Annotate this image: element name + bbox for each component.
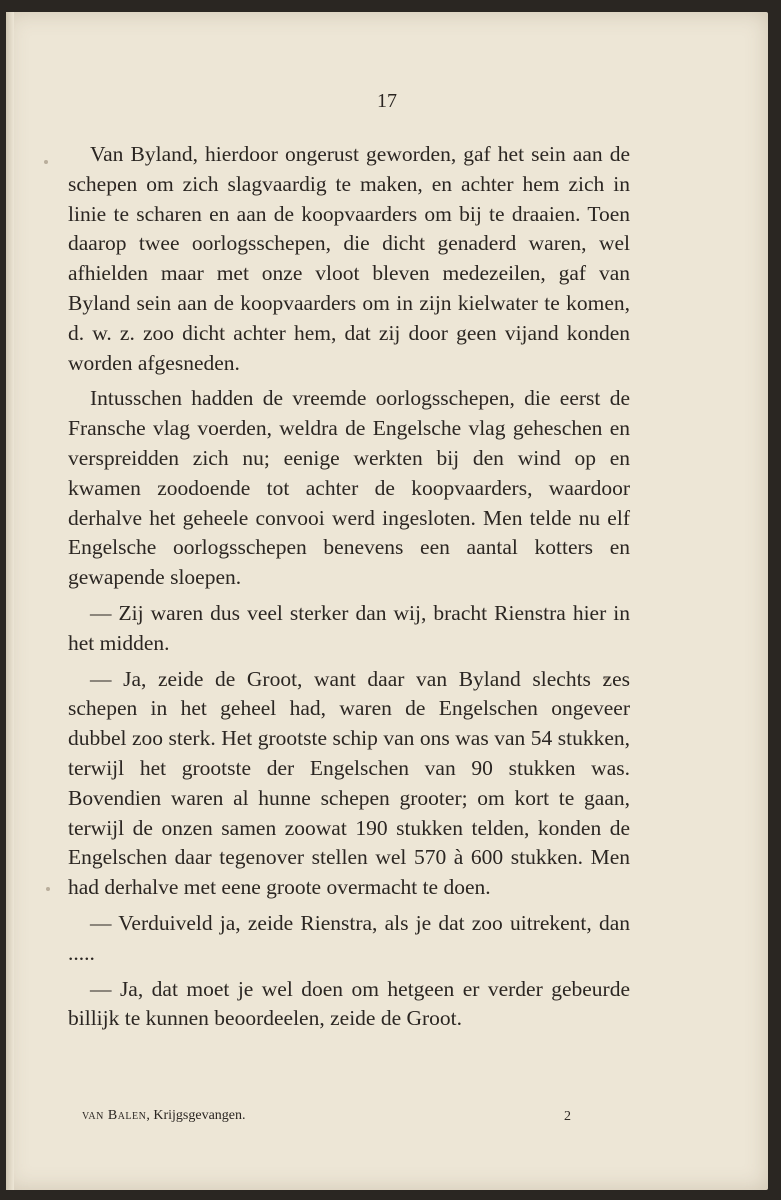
paper-page bbox=[6, 12, 768, 1190]
page-number: 17 bbox=[377, 90, 397, 112]
paragraph: — Zij waren dus veel sterker dan wij, bracht Rienstra hier in het midden. bbox=[68, 600, 630, 655]
paragraph: — Verduiveld ja, zeide Rienstra, als je dat zoo uitrekent, dan ..... bbox=[68, 910, 630, 965]
running-footer: van Balen, Krijgsgevangen. bbox=[82, 1108, 246, 1123]
paper-speck bbox=[604, 677, 608, 681]
body-text bbox=[68, 140, 630, 1040]
paragraph: Intusschen hadden de vreemde oorlogsschepen, die eerst de Fransche vlag voerden, weldra de Engelsche vlag geheschen en verspreidden zich nu; eenige werkten bij den wind op en kwamen zoodoende tot achter de koopvaarders, waardoor derhalve het geheele convooi werd ingesloten. Men telde nu elf Engelsche oorlogsschepen benevens een aantal kotters en gewapende sloepen. bbox=[68, 386, 630, 590]
page-gutter bbox=[6, 12, 14, 1190]
paragraph: — Ja, dat moet je wel doen om hetgeen er verder gebeurde billijk te kunnen beoordeelen, zeide de Groot. bbox=[68, 976, 630, 1031]
signature-mark: 2 bbox=[564, 1109, 571, 1124]
paper-speck bbox=[44, 160, 48, 164]
footer-title: Krijgsgevangen. bbox=[153, 1108, 246, 1123]
paragraph: — Ja, zeide de Groot, want daar van Byland slechts zes schepen in het geheel had, waren de Engelschen ongeveer dubbel zoo sterk. Het grootste schip van ons was van 54 stukken, terwijl het grootste der Engelschen van 90 stukken was. Bovendien waren al hunne schepen grooter; om kort te gaan, terwijl de onzen samen zoowat 190 stukken telden, konden de Engelschen daar tegenover stellen wel 570 à 600 stukken. Men had derhalve met eene groote overmacht te doen. bbox=[68, 666, 630, 900]
footer-author: van Balen bbox=[82, 1108, 147, 1123]
paper-speck bbox=[46, 887, 50, 891]
paragraph: Van Byland, hierdoor ongerust geworden, gaf het sein aan de schepen om zich slagvaardig te maken, en achter hem zich in linie te scharen en aan de koopvaarders om bij te draaien. Toen daarop twee oorlogsschepen, die dicht genaderd waren, wel afhielden maar met onze vloot bleven medezeilen, gaf van Byland sein aan de koopvaarders om in zijn kielwater te komen, d. w. z. zoo dicht achter hem, dat zij door geen vijand konden worden afgesneden. bbox=[68, 142, 630, 375]
